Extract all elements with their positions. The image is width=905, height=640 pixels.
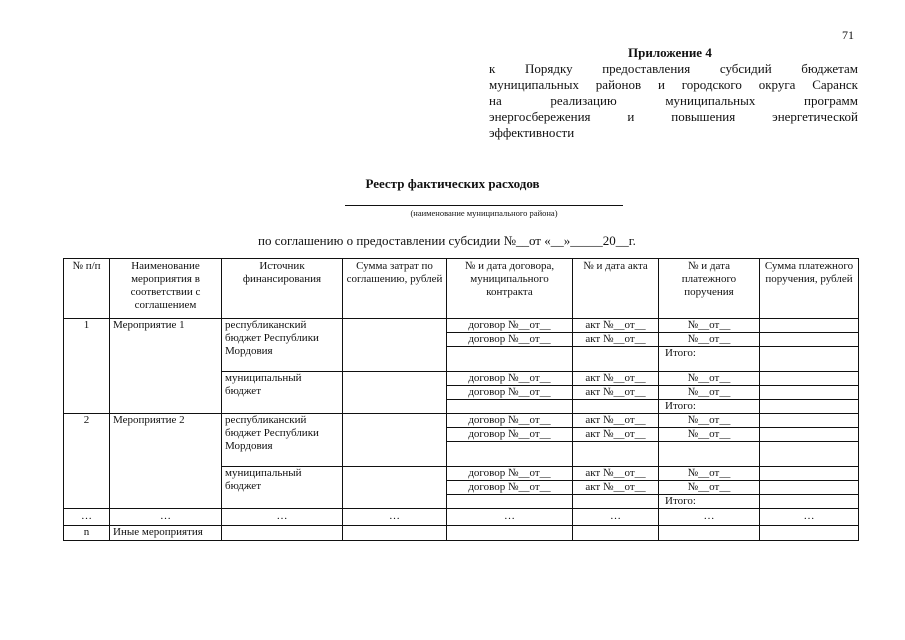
contract-cell[interactable]: договор №__от__ — [447, 386, 573, 400]
payment-cell[interactable]: №__от__ — [659, 372, 760, 386]
contract-cell[interactable]: договор №__от__ — [447, 319, 573, 333]
contract-cell[interactable]: договор №__от__ — [447, 481, 573, 495]
act-cell[interactable]: акт №__от__ — [573, 333, 659, 347]
ellipsis-cell: … — [659, 509, 760, 526]
payment-cell[interactable]: №__от__ — [659, 428, 760, 442]
payment-sum-cell[interactable] — [760, 526, 859, 541]
event-name: Мероприятие 2 — [110, 414, 222, 509]
register-title: Реестр фактических расходов — [365, 176, 540, 191]
payment-cell[interactable]: №__от__ — [659, 481, 760, 495]
payment-sum-cell[interactable] — [760, 467, 859, 481]
payment-sum-cell[interactable] — [760, 481, 859, 495]
payment-cell[interactable]: №__от__ — [659, 319, 760, 333]
table-header-row — [64, 259, 859, 319]
contract-cell[interactable]: договор №__от__ — [447, 372, 573, 386]
contract-cell[interactable]: договор №__от__ — [447, 428, 573, 442]
contract-cell[interactable] — [447, 442, 573, 467]
act-cell[interactable] — [573, 400, 659, 414]
total-sum-cell[interactable] — [760, 495, 859, 509]
appendix-line: к Порядку предоставления субсидий бюджетам — [489, 61, 858, 76]
payment-sum-cell[interactable] — [760, 372, 859, 386]
ellipsis-cell: … — [447, 509, 573, 526]
agreement-sum-cell[interactable] — [343, 414, 447, 467]
row-number: 2 — [64, 414, 110, 509]
act-cell[interactable]: акт №__от__ — [573, 319, 659, 333]
ellipsis-cell: … — [343, 509, 447, 526]
column-header: № п/п — [64, 259, 110, 319]
payment-cell[interactable]: №__от__ — [659, 333, 760, 347]
total-sum-cell[interactable] — [760, 400, 859, 414]
appendix-line: эффективности — [489, 125, 575, 140]
column-header: № и дата договора, муниципального контракта — [447, 259, 573, 319]
ellipsis-cell: … — [573, 509, 659, 526]
total-sum-cell[interactable] — [760, 347, 859, 372]
funding-source: республиканский бюджет Республики Мордовия — [222, 319, 343, 372]
act-cell[interactable]: акт №__от__ — [573, 372, 659, 386]
table-row-ellipsis — [64, 509, 859, 526]
total-label: Итого: — [659, 400, 760, 414]
contract-cell[interactable]: договор №__от__ — [447, 467, 573, 481]
municipality-blank-line — [345, 205, 623, 206]
row-number: n — [64, 526, 110, 541]
appendix-line: муниципальных районов и городского округа Саранск — [489, 77, 858, 92]
column-header: № и дата акта — [573, 259, 659, 319]
ellipsis-cell: … — [222, 509, 343, 526]
act-cell[interactable]: акт №__от__ — [573, 481, 659, 495]
row-number: 1 — [64, 319, 110, 414]
payment-cell[interactable] — [659, 526, 760, 541]
payment-sum-cell[interactable] — [760, 414, 859, 428]
act-cell[interactable]: акт №__от__ — [573, 386, 659, 400]
agreement-sum-cell[interactable] — [343, 526, 447, 541]
column-header: Сумма затрат по соглашению, рублей — [343, 259, 447, 319]
municipality-caption: (наименование муниципального района) — [410, 208, 558, 218]
act-cell[interactable]: акт №__от__ — [573, 467, 659, 481]
ellipsis-cell: … — [110, 509, 222, 526]
table-row — [64, 319, 859, 333]
contract-cell[interactable] — [447, 400, 573, 414]
funding-source: муниципальный бюджет — [222, 467, 343, 509]
appendix-line: энергосбережения и повышения энергетической — [489, 109, 858, 124]
payment-cell[interactable]: №__от__ — [659, 414, 760, 428]
total-sum-cell[interactable] — [760, 442, 859, 467]
agreement-sum-cell[interactable] — [343, 372, 447, 414]
agreement-line: по соглашению о предоставлении субсидии №__от «__»_____20__г. — [258, 233, 636, 248]
page-number: 71 — [842, 28, 854, 42]
contract-cell[interactable] — [447, 495, 573, 509]
act-cell[interactable] — [573, 495, 659, 509]
agreement-sum-cell[interactable] — [343, 319, 447, 372]
funding-source[interactable] — [222, 526, 343, 541]
column-header: Сумма платежного поручения, рублей — [760, 259, 859, 319]
total-label — [659, 442, 760, 467]
payment-sum-cell[interactable] — [760, 428, 859, 442]
act-cell[interactable] — [573, 347, 659, 372]
contract-cell[interactable] — [447, 526, 573, 541]
total-label: Итого: — [659, 347, 760, 372]
funding-source: муниципальный бюджет — [222, 372, 343, 414]
payment-cell[interactable]: №__от__ — [659, 467, 760, 481]
contract-cell[interactable] — [447, 347, 573, 372]
act-cell[interactable] — [573, 526, 659, 541]
appendix-line: на реализацию муниципальных программ — [489, 93, 858, 108]
act-cell[interactable]: акт №__от__ — [573, 414, 659, 428]
appendix-title: Приложение 4 — [628, 45, 712, 60]
payment-cell[interactable]: №__от__ — [659, 386, 760, 400]
payment-sum-cell[interactable] — [760, 333, 859, 347]
appendix-text — [489, 61, 858, 141]
act-cell[interactable] — [573, 442, 659, 467]
table-row — [64, 526, 859, 541]
ellipsis-cell: … — [760, 509, 859, 526]
ellipsis-cell: … — [64, 509, 110, 526]
funding-source: республиканский бюджет Республики Мордовия — [222, 414, 343, 467]
column-header: Источник финансирования — [222, 259, 343, 319]
expense-register-table — [63, 258, 859, 541]
total-label: Итого: — [659, 495, 760, 509]
table-row — [64, 414, 859, 428]
payment-sum-cell[interactable] — [760, 386, 859, 400]
column-header: Наименование мероприятия в соответствии с соглашением — [110, 259, 222, 319]
contract-cell[interactable]: договор №__от__ — [447, 333, 573, 347]
act-cell[interactable]: акт №__от__ — [573, 428, 659, 442]
event-name: Иные мероприятия — [110, 526, 222, 541]
column-header: № и дата платежного поручения — [659, 259, 760, 319]
contract-cell[interactable]: договор №__от__ — [447, 414, 573, 428]
agreement-sum-cell[interactable] — [343, 467, 447, 509]
event-name: Мероприятие 1 — [110, 319, 222, 414]
payment-sum-cell[interactable] — [760, 319, 859, 333]
